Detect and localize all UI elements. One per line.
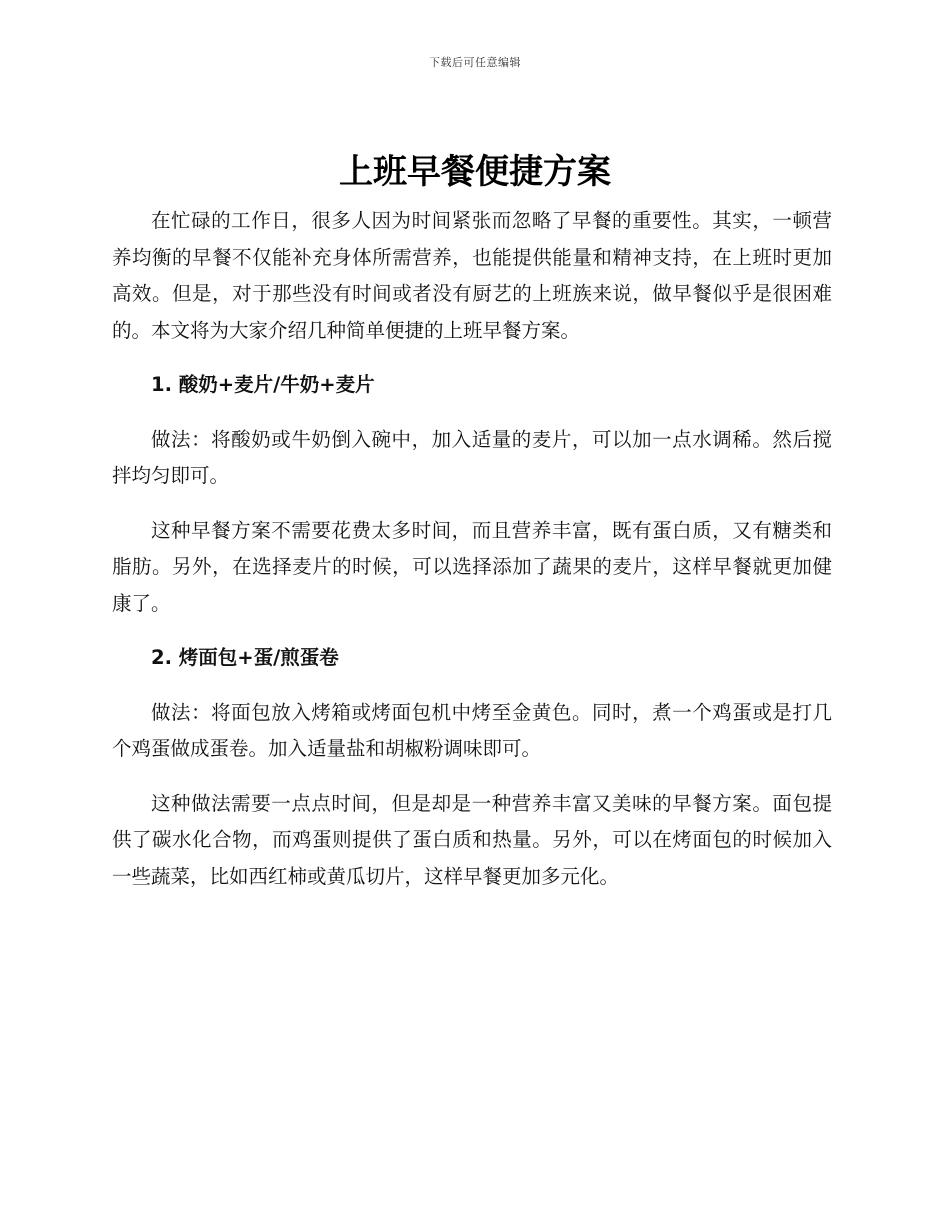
document-body [112,203,832,895]
section-1 [112,367,832,622]
header-note: 下载后可任意编辑 [429,56,521,69]
comment-paragraph: 这种早餐方案不需要花费太多时间，而且营养丰富，既有蛋白质，又有糖类和脂肪。另外，在选择麦片的时候，可以选择添加了蔬果的麦片，这样早餐就更加健康了。 [112,518,832,615]
intro-paragraph: 在忙碌的工作日，很多人因为时间紧张而忽略了早餐的重要性。其实，一顿营养均衡的早餐不仅能补充身体所需营养，也能提供能量和精神支持，在上班时更加高效。但是，对于那些没有时间或者没有厨艺的上班族来说，做早餐似乎是很困难的。本文将为大家介绍几种简单便捷的上班早餐方案。 [112,209,832,342]
section-heading: 1. 酸奶+麦片/牛奶+麦片 [151,373,375,396]
section-2 [112,640,832,895]
comment-paragraph: 这种做法需要一点点时间，但是却是一种营养丰富又美味的早餐方案。面包提供了碳水化合物，而鸡蛋则提供了蛋白质和热量。另外，可以在烤面包的时候加入一些蔬菜，比如西红柿或黄瓜切片，这样早餐更加多元化。 [112,791,832,888]
section-heading: 2. 烤面包+蛋/煎蛋卷 [151,646,339,669]
method-paragraph: 做法：将酸奶或牛奶倒入碗中，加入适量的麦片，可以加一点水调稀。然后搅拌均匀即可。 [112,427,832,487]
method-paragraph: 做法：将面包放入烤箱或烤面包机中烤至金黄色。同时，煮一个鸡蛋或是打几个鸡蛋做成蛋卷。加入适量盐和胡椒粉调味即可。 [112,700,832,760]
document-title: 上班早餐便捷方案 [339,152,611,192]
